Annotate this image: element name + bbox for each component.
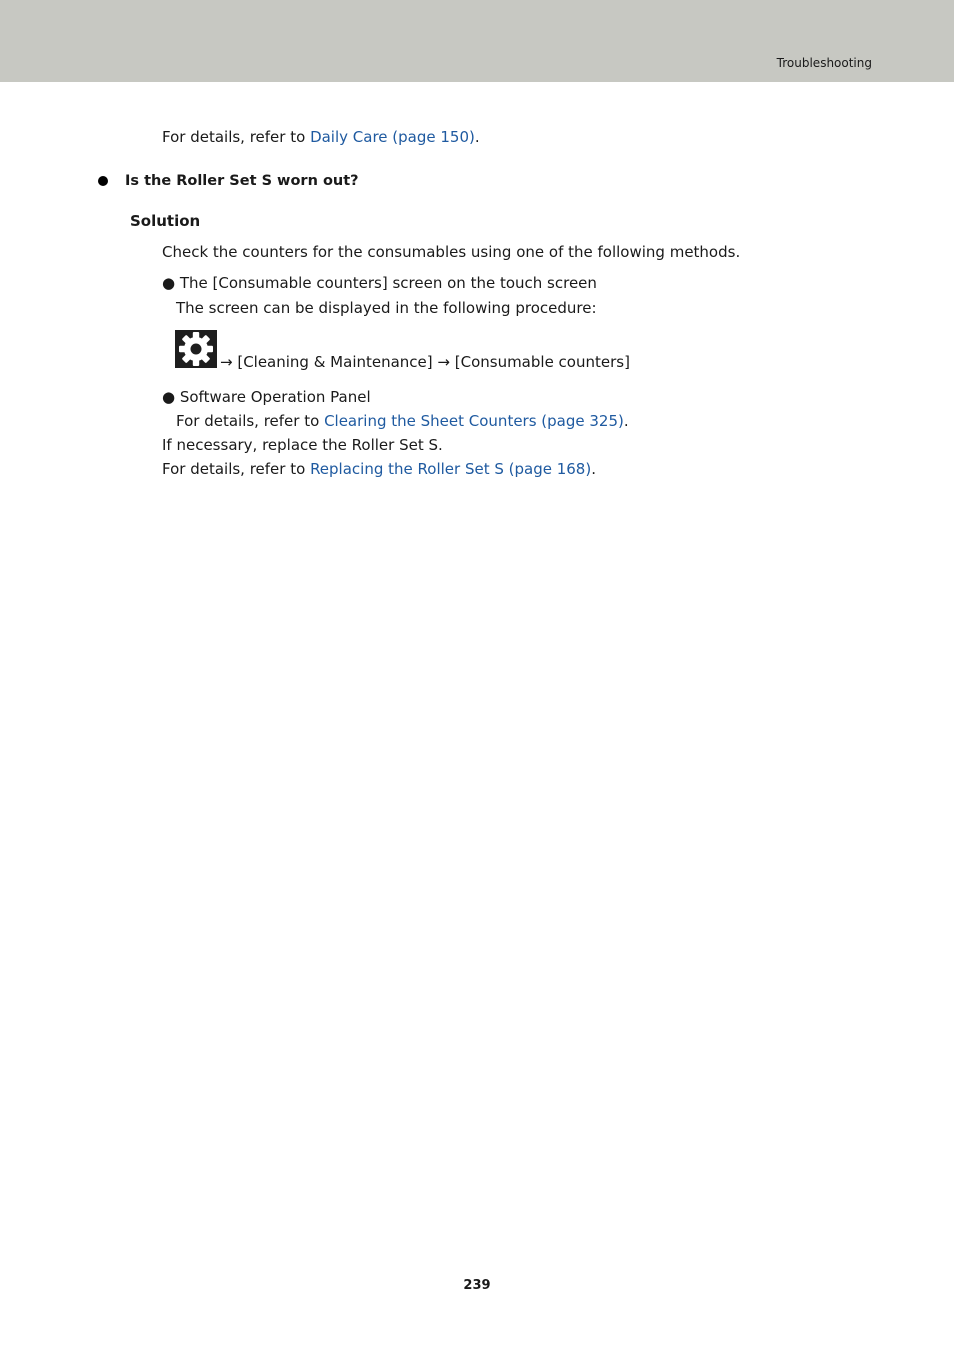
method-touch-screen-label: ● The [Consumable counters] screen on the touch screen — [162, 274, 597, 292]
page-number: 239 — [463, 1278, 491, 1293]
intro-reference — [162, 127, 480, 147]
method-software-panel-detail — [176, 411, 629, 431]
solution-heading: Solution — [130, 212, 201, 230]
software-panel-detail-prefix: For details, refer to — [176, 412, 325, 430]
software-panel-detail-suffix: . — [623, 412, 629, 430]
intro-reference-prefix: For details, refer to — [162, 128, 311, 146]
replace-reference — [162, 459, 596, 479]
daily-care-link[interactable]: Daily Care (page 150) — [310, 128, 475, 146]
clearing-sheet-counters-link[interactable]: Clearing the Sheet Counters (page 325) — [324, 412, 624, 430]
question-bullet — [98, 176, 108, 186]
replace-reference-prefix: For details, refer to — [162, 460, 311, 478]
replacing-roller-set-link[interactable]: Replacing the Roller Set S (page 168) — [310, 460, 592, 478]
page-header — [0, 0, 954, 82]
intro-reference-suffix: . — [474, 128, 480, 146]
method-touch-screen-detail: The screen can be displayed in the following procedure: — [176, 299, 597, 317]
question-heading: Is the Roller Set S worn out? — [125, 173, 359, 189]
solution-intro: Check the counters for the consumables using one of the following methods. — [162, 243, 741, 261]
method-software-panel-label: ● Software Operation Panel — [162, 388, 371, 406]
replace-instruction: If necessary, replace the Roller Set S. — [162, 436, 443, 454]
replace-reference-suffix: . — [591, 460, 596, 478]
procedure-path: → [Cleaning & Maintenance] → [Consumable counters] — [220, 353, 630, 371]
header-title: Troubleshooting — [776, 56, 872, 70]
gear-icon — [175, 330, 217, 368]
